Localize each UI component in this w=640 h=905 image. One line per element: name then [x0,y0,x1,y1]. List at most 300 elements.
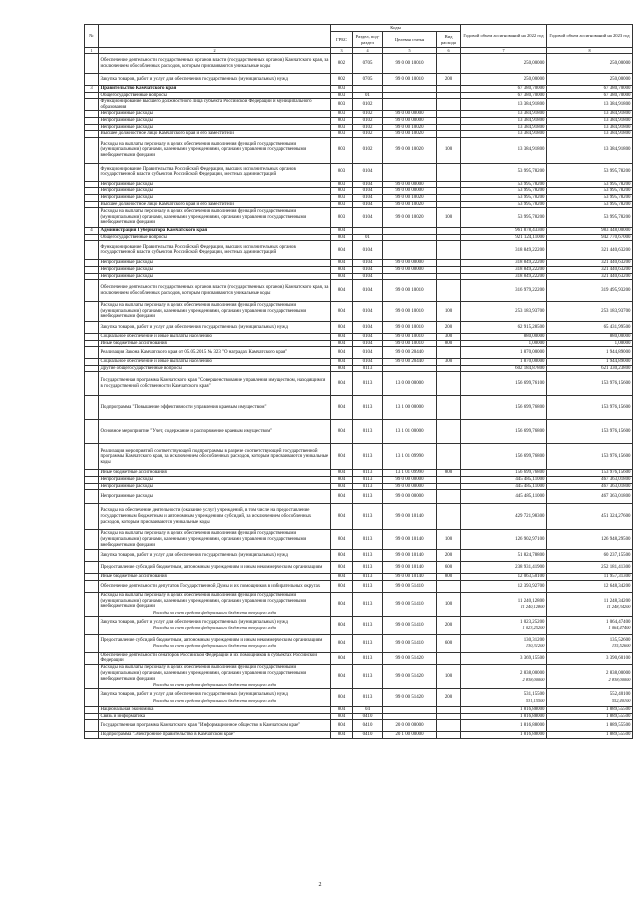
row-amount-2023 [547,634,633,652]
row-expense-type [437,365,461,372]
row-amount-2022-main: 2 838,00000 [520,670,545,676]
row-section-code: 0113 [353,530,383,550]
table-row [85,208,633,228]
table-row [85,273,633,280]
row-grbs-code: 804 [331,372,353,396]
row-grbs-code: 803 [331,163,353,181]
row-amount-2023-main: 2 838,00000 [606,670,631,676]
row-target-code: 13 0 00 00000 [383,372,437,396]
row-amount-2022: 318 849,22200 [461,266,547,273]
row-grbs-code: 804 [331,713,353,720]
row-name: Функционирование высшего должностного лица субъекта Российской Федерации и муниципального образования [99,99,331,111]
table-row [85,713,633,720]
row-expense-type [437,266,461,273]
row-amount-2022: 921 124,11000 [461,234,547,241]
row-amount-2022: 1 816,88000 [461,707,547,714]
row-grbs-code: 804 [331,302,353,322]
row-amount-2022: 13 384,91800 [461,111,547,118]
row-target-code: 99 0 00 10140 [383,550,437,562]
row-expense-type: 600 [437,634,461,652]
table-row [85,322,633,334]
row-grbs-code: 803 [331,194,353,201]
row-expense-type: 100 [437,665,461,689]
table-row [85,234,633,241]
row-grbs-code: 804 [331,720,353,732]
row-grbs-code: 802 [331,54,353,74]
row-section-code: 0113 [353,580,383,592]
row-amount-2022-main: 130,31200 [523,637,545,643]
row-number [85,420,99,444]
row-grbs-code: 803 [331,86,353,93]
row-amount-2023: 13 384,91800 [547,111,633,118]
row-section-code: 0104 [353,334,383,341]
index-cell: 2 [99,48,331,54]
row-name: Высшее должностное лицо Камчатского края и его заместители [99,131,331,138]
row-section-code: 0113 [353,616,383,634]
federal-budget-note: Расходы за счет средств федерального бюджета текущего года [153,643,276,649]
row-section-code: 0102 [353,124,383,131]
row-expense-type: 200 [437,689,461,707]
row-section-code: 0113 [353,396,383,420]
table-row [85,266,633,273]
row-name: Непрограммные расходы [99,188,331,195]
row-amount-2023: 60 237,15500 [547,550,633,562]
row-amount-2022: 12 393,92700 [461,580,547,592]
row-expense-type [437,241,461,260]
row-section-code: 0113 [353,483,383,490]
row-section-code: 0102 [353,131,383,138]
index-cell: 1 [85,48,99,54]
row-name: Расходы на выплаты персоналу в целях обеспечения выполнения функций государственными (муниципальными) органами, казенными учреждениями, органами управления государственными внебюджетными фондами [99,208,331,228]
row-grbs-code: 803 [331,201,353,208]
table-row [85,665,633,689]
row-name: Закупка товаров, работ и услуг для обеспечения государственных (муниципальных) нужд [99,74,331,86]
row-expense-type: 200 [437,616,461,634]
row-amount-2023 [547,616,633,634]
table-row [85,74,633,86]
row-number [85,131,99,138]
row-target-code [383,365,437,372]
row-name: Непрограммные расходы [99,273,331,280]
row-grbs-code: 804 [331,365,353,372]
row-grbs-code: 803 [331,124,353,131]
row-section-code: 0113 [353,689,383,707]
table-row [85,732,633,739]
row-name-main: Закупка товаров, работ и услуг для обеспечения государственных (муниципальных) нужд [100,619,288,625]
row-amount-2023: 12 648,34200 [547,580,633,592]
row-amount-2022: 12 063,50100 [461,574,547,581]
row-number [85,302,99,322]
row-number [85,652,99,664]
row-amount-2023: 53 995,78200 [547,194,633,201]
row-section-code: 01 [353,234,383,241]
row-name: Непрограммные расходы [99,194,331,201]
row-amount-2023: 153 976,15600 [547,420,633,444]
row-name: Расходы на выплаты персоналу в целях обеспечения выполнения функций государственными (муниципальными) органами, казенными учреждениями, органами управления государственными внебюджетными фондами [99,137,331,163]
row-target-code: 99 0 00 10140 [383,504,437,530]
row-target-code: 99 0 00 51420 [383,689,437,707]
row-amount-2022: 156 699,76800 [461,420,547,444]
row-target-code: 99 0 00 20440 [383,359,437,366]
row-section-code: 04 [353,707,383,714]
row-amount-2022: 445 485,11000 [461,483,547,490]
row-name: Иные бюджетные ассигнования [99,340,331,347]
row-name-main: Расходы на выплаты персоналу в целях обеспечения выполнения функций государственными (муниципальными) органами, казенными учреждениями, органами управления государственными внебюджетными фондами [100,593,307,610]
row-amount-2023: 1 889,55500 [547,713,633,720]
row-grbs-code: 804 [331,266,353,273]
row-name: Другие общегосударственные вопросы [99,365,331,372]
table-row [85,420,633,444]
row-grbs-code: 804 [331,234,353,241]
row-grbs-code: 804 [331,574,353,581]
table-row [85,54,633,74]
row-name: Непрограммные расходы [99,260,331,267]
row-target-code: 99 0 00 00000 [383,188,437,195]
row-name: Непрограммные расходы [99,483,331,490]
row-grbs-code: 803 [331,131,353,138]
row-target-code: 99 0 00 10010 [383,302,437,322]
row-amount-2023: 1 944,89000 [547,347,633,359]
row-number [85,201,99,208]
row-number [85,562,99,574]
row-amount-2022: 602 184,87800 [461,365,547,372]
row-grbs-code: 804 [331,580,353,592]
row-amount-2022: 13 384,91800 [461,137,547,163]
row-target-code: 99 0 00 51410 [383,634,437,652]
row-amount-2023: 467 363,01800 [547,477,633,484]
row-expense-type: 200 [437,550,461,562]
row-name: Общегосударственные вопросы [99,92,331,99]
row-section-code: 0113 [353,562,383,574]
row-expense-type: 600 [437,562,461,574]
row-number [85,208,99,228]
table-row [85,504,633,530]
row-target-code [383,713,437,720]
row-amount-2022 [461,634,547,652]
table-row [85,359,633,366]
row-name: Связь и информатика [99,713,331,720]
row-number [85,54,99,74]
row-name: Закупка товаров, работ и услуг для обеспечения государственных (муниципальных) нужд [99,322,331,334]
row-expense-type [437,580,461,592]
row-expense-type [437,732,461,739]
row-amount-2023: 13 384,91800 [547,131,633,138]
row-target-code: 20 0 00 00000 [383,720,437,732]
row-amount-2023: 1,00000 [547,340,633,347]
table-row [85,117,633,124]
row-amount-2022: 1 816,88000 [461,713,547,720]
row-amount-2022 [461,689,547,707]
row-section-code: 0104 [353,208,383,228]
row-amount-2023: 153 976,15600 [547,444,633,470]
row-number: 4 [85,228,99,235]
row-number [85,689,99,707]
federal-budget-amount: 2 838,00000 [608,676,631,682]
table-row [85,720,633,732]
row-number [85,665,99,689]
row-amount-2023: 153 976,15600 [547,372,633,396]
row-section-code: 0104 [353,194,383,201]
row-target-code: 99 0 00 00000 [383,260,437,267]
table-row [85,616,633,634]
federal-budget-amount: 552,40100 [611,697,631,703]
row-grbs-code: 804 [331,470,353,477]
row-name: Высшее должностное лицо Камчатского края и его заместители [99,201,331,208]
row-grbs-code: 804 [331,260,353,267]
row-expense-type: 800 [437,470,461,477]
row-number [85,396,99,420]
table-row [85,530,633,550]
header-num: № [85,25,99,48]
row-target-code [383,707,437,714]
row-expense-type: 300 [437,359,461,366]
row-expense-type [437,396,461,420]
row-amount-2023: 53 995,78200 [547,188,633,195]
row-name: Непрограммные расходы [99,266,331,273]
row-name: Обеспечение деятельности государственных органов власти (государственных органов) Камчатского края, за исключением обособленных расходов, которым присваиваются уникальные коды [99,280,331,302]
row-target-code: 99 0 00 51410 [383,616,437,634]
row-grbs-code: 803 [331,92,353,99]
row-target-code: 99 0 00 10010 [383,74,437,86]
row-grbs-code: 804 [331,396,353,420]
row-expense-type [437,201,461,208]
row-expense-type [437,713,461,720]
row-grbs-code: 804 [331,562,353,574]
row-amount-2023 [547,592,633,616]
row-number [85,713,99,720]
row-amount-2022: 318 849,22200 [461,260,547,267]
header-2023: Годовой объем ассигнований на 2023 год [547,25,633,48]
row-amount-2022: 53 995,78200 [461,181,547,188]
index-cell: 7 [461,48,547,54]
row-section-code: 0113 [353,490,383,504]
row-grbs-code: 804 [331,483,353,490]
row-section-code: 0113 [353,550,383,562]
row-name: Национальная экономика [99,707,331,714]
row-section-code: 0410 [353,713,383,720]
row-expense-type: 100 [437,137,461,163]
row-number [85,137,99,163]
row-number [85,188,99,195]
row-amount-2023-main: 552,40100 [609,691,631,697]
row-amount-2023-main: 1 064,47400 [606,619,631,625]
row-name: Закупка товаров, работ и услуг для обеспечения государственных (муниципальных) нужд [99,550,331,562]
row-section-code: 0113 [353,504,383,530]
row-target-code [383,273,437,280]
row-grbs-code: 804 [331,273,353,280]
row-amount-2022: 51 824,78800 [461,550,547,562]
row-section-code: 0705 [353,74,383,86]
row-section-code: 0113 [353,634,383,652]
row-target-code [383,234,437,241]
row-amount-2023-main: 135,52600 [609,637,631,643]
row-expense-type [437,273,461,280]
row-grbs-code: 804 [331,241,353,260]
row-amount-2022: 53 995,78200 [461,163,547,181]
row-number [85,280,99,302]
row-amount-2023: 321 440,63200 [547,241,633,260]
row-grbs-code: 804 [331,477,353,484]
row-amount-2022: 13 384,91800 [461,117,547,124]
row-section-code: 0102 [353,99,383,111]
row-target-code: 13 1 01 09990 [383,444,437,470]
row-amount-2022: 238 931,41900 [461,562,547,574]
row-amount-2022: 13 384,91800 [461,99,547,111]
table-row [85,92,633,99]
table-row [85,334,633,341]
row-section-code: 01 [353,92,383,99]
row-grbs-code: 804 [331,652,353,664]
row-amount-2022: 3 369,15500 [461,652,547,664]
row-target-code: 99 0 00 10010 [383,334,437,341]
row-number [85,241,99,260]
row-expense-type [437,280,461,302]
row-expense-type [437,131,461,138]
row-amount-2022-main: 531,15500 [523,691,545,697]
row-amount-2023: 250,00000 [547,54,633,74]
row-section-code: 0113 [353,372,383,396]
table-row [85,194,633,201]
row-name-main: Закупка товаров, работ и услуг для обеспечения государственных (муниципальных) нужд [100,691,288,697]
row-number [85,444,99,470]
row-amount-2023-main: 11 248,34200 [603,598,631,604]
row-amount-2022: 126 902,97100 [461,530,547,550]
table-row [85,163,633,181]
row-expense-type [437,234,461,241]
table-row [85,580,633,592]
row-number [85,92,99,99]
row-section-code: 0104 [353,260,383,267]
federal-budget-amount: 531,15500 [525,697,545,703]
row-expense-type [437,707,461,714]
header-name [99,25,331,48]
row-grbs-code: 804 [331,504,353,530]
row-amount-2023: 983 448,00000 [547,228,633,235]
row-amount-2023: 3 390,60100 [547,652,633,664]
row-target-code: 13 1 01 00000 [383,420,437,444]
row-expense-type [437,117,461,124]
row-amount-2023: 53 995,78200 [547,163,633,181]
header-2022: Годовой объем ассигнований на 2022 год [461,25,547,48]
table-row [85,707,633,714]
row-expense-type: 100 [437,530,461,550]
header-expense-type: Вид расхода [437,32,461,48]
row-expense-type: 100 [437,592,461,616]
row-amount-2022: 445 485,11000 [461,490,547,504]
row-target-code [383,92,437,99]
row-target-code: 99 0 00 10010 [383,54,437,74]
row-expense-type [437,652,461,664]
row-number [85,117,99,124]
row-section-code: 0102 [353,117,383,124]
row-grbs-code: 804 [331,707,353,714]
row-number [85,163,99,181]
row-name: Непрограммные расходы [99,124,331,131]
row-name: Функционирование Правительства Российской Федерации, высших исполнительных органов государственной власти субъектов Российской Федерации, местных администраций [99,163,331,181]
table-row [85,260,633,267]
row-expense-type [437,194,461,201]
table-row [85,574,633,581]
row-name: Непрограммные расходы [99,117,331,124]
row-section-code: 0104 [353,241,383,260]
row-name: Непрограммные расходы [99,490,331,504]
row-number [85,273,99,280]
row-grbs-code: 804 [331,634,353,652]
row-name: Расходы на выплаты персоналу в целях обеспечения выполнения функций государственными (муниципальными) органами, казенными учреждениями, органами управления государственными внебюджетными фондами [99,530,331,550]
row-target-code [383,228,437,235]
row-number [85,616,99,634]
header-section: Раздел, под-раздел [353,32,383,48]
table-row [85,340,633,347]
row-amount-2023: 451 324,27600 [547,504,633,530]
index-cell: 3 [331,48,353,54]
header-codes-group: Коды [331,25,461,32]
row-expense-type [437,54,461,74]
row-number [85,550,99,562]
federal-budget-amount: 130,31200 [525,643,545,649]
row-amount-2023: 13 384,91800 [547,137,633,163]
row-expense-type [437,504,461,530]
row-number [85,340,99,347]
row-grbs-code: 804 [331,616,353,634]
row-number [85,574,99,581]
row-section-code: 0113 [353,665,383,689]
row-number: 3 [85,86,99,93]
table-row [85,477,633,484]
row-amount-2022: 250,00000 [461,74,547,86]
row-grbs-code: 803 [331,117,353,124]
table-row [85,347,633,359]
table-row [85,302,633,322]
row-target-code [383,163,437,181]
row-section-code: 0104 [353,347,383,359]
row-name: Обеспечение деятельности государственных органов власти (государственных органов) Камчатского края, за исключением обособленных расходов, которым присваиваются уникальные коды [99,54,331,74]
index-cell: 4 [353,48,383,54]
row-number [85,720,99,732]
table-row [85,280,633,302]
row-name [99,689,331,707]
row-grbs-code: 804 [331,420,353,444]
table-row [85,131,633,138]
row-number [85,181,99,188]
row-section-code: 0113 [353,477,383,484]
row-section-code: 0113 [353,420,383,444]
row-section-code: 0102 [353,111,383,118]
row-grbs-code: 803 [331,99,353,111]
row-expense-type [437,260,461,267]
table-row [85,652,633,664]
row-amount-2022 [461,616,547,634]
row-amount-2023: 1 889,55500 [547,707,633,714]
row-target-code: 99 0 00 00000 [383,117,437,124]
header-target: Целевая статья [383,32,437,48]
row-target-code: 20 1 00 00000 [383,732,437,739]
budget-table [84,24,633,739]
row-target-code: 99 0 00 00000 [383,181,437,188]
row-section-code: 0104 [353,163,383,181]
row-number [85,504,99,530]
row-grbs-code: 804 [331,530,353,550]
row-target-code: 99 0 00 00000 [383,483,437,490]
row-amount-2022 [461,592,547,616]
row-section-code: 0113 [353,652,383,664]
row-amount-2023: 153 976,15600 [547,470,633,477]
table-row [85,111,633,118]
row-grbs-code: 803 [331,181,353,188]
row-expense-type: 200 [437,74,461,86]
row-grbs-code: 803 [331,111,353,118]
row-target-code: 99 0 00 10020 [383,201,437,208]
